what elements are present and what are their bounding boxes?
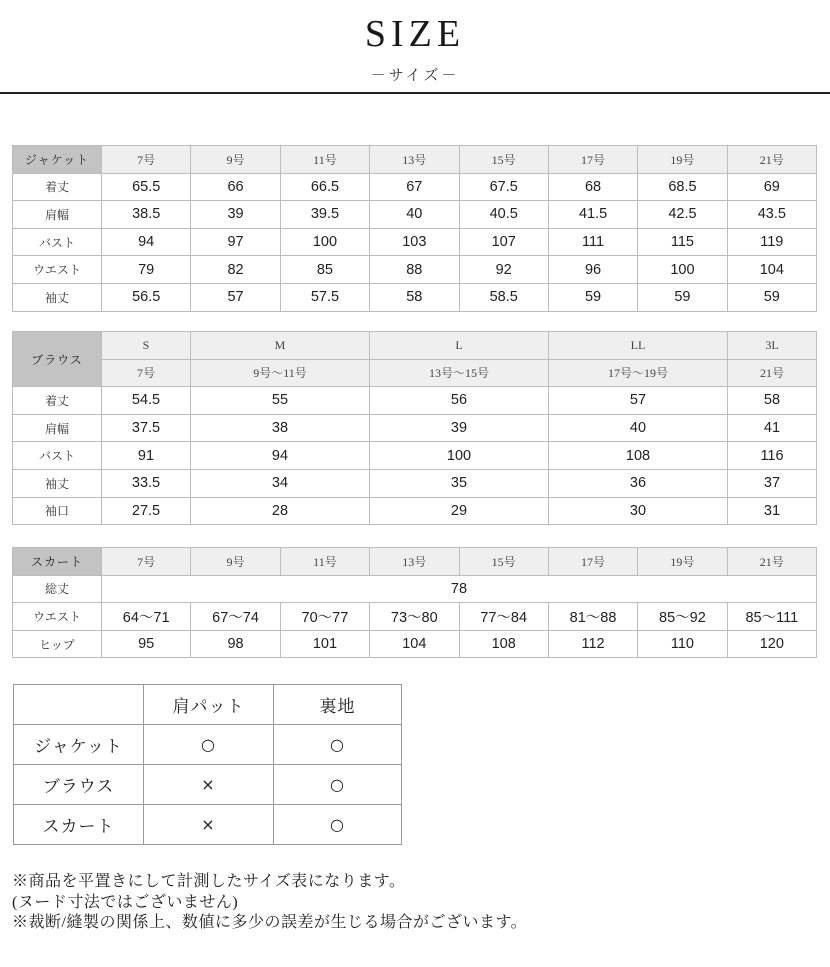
table-cell: 40	[549, 414, 728, 442]
table-cell: 73～80	[370, 603, 459, 631]
features-header-row	[14, 685, 402, 725]
table-cell: 77～84	[459, 603, 548, 631]
table-cell: 98	[191, 630, 280, 658]
table-row	[14, 765, 402, 805]
table-cell: 38	[191, 414, 370, 442]
table-cell: 85	[280, 256, 369, 284]
page-title: SIZE	[364, 13, 466, 55]
shoulder-pad-mark: ×	[144, 765, 274, 805]
table-cell: 56	[370, 387, 549, 415]
note-line: ※商品を平置きにして計測したサイズ表になります。	[12, 873, 406, 890]
table-cell: 81～88	[548, 603, 637, 631]
table-cell: 79	[102, 256, 191, 284]
note-line: (ヌード寸法ではございません)	[12, 893, 239, 911]
table-cell: 104	[370, 630, 459, 658]
table-cell: 33.5	[102, 469, 191, 497]
table-cell: 115	[638, 228, 727, 256]
skirt-table-label: スカート	[13, 548, 102, 576]
table-cell: 91	[102, 442, 191, 470]
table-cell: 36	[549, 469, 728, 497]
table-cell: 66	[191, 173, 280, 201]
table-row	[13, 173, 817, 201]
table-row	[14, 725, 402, 765]
table-cell: 54.5	[102, 387, 191, 415]
notes	[12, 872, 822, 934]
row-label: 着丈	[13, 173, 102, 201]
row-label: 肩幅	[13, 201, 102, 229]
table-cell: 40.5	[459, 201, 548, 229]
table-cell: 29	[370, 497, 549, 525]
table-cell: 68	[548, 173, 637, 201]
table-cell: 70～77	[280, 603, 369, 631]
blouse-number-header-row	[13, 359, 817, 387]
blouse-size-header-row	[13, 332, 817, 360]
table-cell: 108	[549, 442, 728, 470]
table-cell: 30	[549, 497, 728, 525]
table-cell: 43.5	[727, 201, 816, 229]
table-cell: 85～111	[727, 603, 816, 631]
shoulder-pad-mark: ×	[144, 805, 274, 845]
skirt-size-15: 15号	[459, 548, 548, 576]
table-cell: 27.5	[102, 497, 191, 525]
table-cell: 68.5	[638, 173, 727, 201]
jacket-size-9: 9号	[191, 146, 280, 174]
skirt-size-19: 19号	[638, 548, 727, 576]
table-row	[13, 469, 817, 497]
features-table	[13, 684, 402, 845]
table-cell: 37.5	[102, 414, 191, 442]
table-cell: 37	[728, 469, 817, 497]
table-cell: 41	[728, 414, 817, 442]
table-cell: 67.5	[459, 173, 548, 201]
blouse-size-l: L	[370, 332, 549, 360]
table-cell: 97	[191, 228, 280, 256]
table-cell: 108	[459, 630, 548, 658]
table-cell: 64～71	[102, 603, 191, 631]
blouse-size-table	[12, 331, 817, 525]
table-cell: 88	[370, 256, 459, 284]
jacket-size-table	[12, 145, 817, 312]
table-cell: 100	[280, 228, 369, 256]
table-row	[13, 575, 817, 603]
blouse-size-3l: 3L	[728, 332, 817, 360]
blouse-number-3l: 21号	[728, 359, 817, 387]
row-label: ウエスト	[13, 603, 102, 631]
table-cell: 57	[191, 283, 280, 311]
table-row	[13, 387, 817, 415]
table-cell: 66.5	[280, 173, 369, 201]
skirt-size-11: 11号	[280, 548, 369, 576]
skirt-size-13: 13号	[370, 548, 459, 576]
table-cell: 67	[370, 173, 459, 201]
jacket-size-21: 21号	[727, 146, 816, 174]
shoulder-pad-mark: ○	[144, 725, 274, 765]
table-cell: 38.5	[102, 201, 191, 229]
table-row	[13, 603, 817, 631]
table-cell: 42.5	[638, 201, 727, 229]
table-row	[13, 442, 817, 470]
jacket-table-label: ジャケット	[13, 146, 102, 174]
row-label: 総丈	[13, 575, 102, 603]
blouse-table-label: ブラウス	[13, 332, 102, 387]
table-cell: 39	[191, 201, 280, 229]
blouse-number-m: 9号～11号	[191, 359, 370, 387]
table-cell: 59	[548, 283, 637, 311]
page-subtitle: －サイズ－	[370, 68, 460, 84]
table-cell: 96	[548, 256, 637, 284]
features-corner	[14, 685, 144, 725]
table-cell: 28	[191, 497, 370, 525]
table-cell: 110	[638, 630, 727, 658]
row-label: スカート	[14, 805, 144, 845]
table-cell: 55	[191, 387, 370, 415]
table-row	[14, 805, 402, 845]
blouse-size-m: M	[191, 332, 370, 360]
table-cell: 111	[548, 228, 637, 256]
jacket-size-15: 15号	[459, 146, 548, 174]
table-cell: 39	[370, 414, 549, 442]
table-cell: 56.5	[102, 283, 191, 311]
table-cell: 34	[191, 469, 370, 497]
table-cell: 116	[728, 442, 817, 470]
table-row	[13, 201, 817, 229]
skirt-size-table	[12, 547, 817, 658]
row-label: ブラウス	[14, 765, 144, 805]
blouse-number-l: 13号～15号	[370, 359, 549, 387]
skirt-size-7: 7号	[102, 548, 191, 576]
row-label: 袖丈	[13, 469, 102, 497]
row-label: バスト	[13, 228, 102, 256]
table-cell: 94	[191, 442, 370, 470]
blouse-number-s: 7号	[102, 359, 191, 387]
table-cell: 59	[727, 283, 816, 311]
jacket-size-11: 11号	[280, 146, 369, 174]
table-cell: 57.5	[280, 283, 369, 311]
note-line: ※裁断/縫製の関係上、数値に多少の誤差が生じる場合がございます。	[12, 914, 528, 931]
skirt-size-21: 21号	[727, 548, 816, 576]
table-cell: 41.5	[548, 201, 637, 229]
header-divider	[0, 92, 830, 94]
row-label: 肩幅	[13, 414, 102, 442]
table-cell: 57	[549, 387, 728, 415]
table-cell: 65.5	[102, 173, 191, 201]
jacket-size-7: 7号	[102, 146, 191, 174]
table-row	[13, 228, 817, 256]
blouse-number-ll: 17号～19号	[549, 359, 728, 387]
row-label: 着丈	[13, 387, 102, 415]
features-header-lining: 裏地	[274, 685, 402, 725]
table-cell: 103	[370, 228, 459, 256]
skirt-total-length-value: 78	[102, 575, 817, 603]
table-cell: 120	[727, 630, 816, 658]
table-cell: 95	[102, 630, 191, 658]
features-header-shoulder-pad: 肩パット	[144, 685, 274, 725]
table-cell: 35	[370, 469, 549, 497]
table-cell: 101	[280, 630, 369, 658]
table-cell: 31	[728, 497, 817, 525]
table-cell: 85～92	[638, 603, 727, 631]
table-cell: 58	[370, 283, 459, 311]
table-cell: 94	[102, 228, 191, 256]
table-cell: 100	[638, 256, 727, 284]
table-cell: 67～74	[191, 603, 280, 631]
row-label: ウエスト	[13, 256, 102, 284]
row-label: バスト	[13, 442, 102, 470]
skirt-size-17: 17号	[548, 548, 637, 576]
blouse-size-ll: LL	[549, 332, 728, 360]
skirt-size-header-row	[13, 548, 817, 576]
row-label: ジャケット	[14, 725, 144, 765]
lining-mark: ○	[274, 805, 402, 845]
table-row	[13, 414, 817, 442]
table-cell: 119	[727, 228, 816, 256]
table-cell: 112	[548, 630, 637, 658]
jacket-size-13: 13号	[370, 146, 459, 174]
jacket-size-17: 17号	[548, 146, 637, 174]
table-cell: 82	[191, 256, 280, 284]
lining-mark: ○	[274, 725, 402, 765]
row-label: 袖丈	[13, 283, 102, 311]
table-cell: 58	[728, 387, 817, 415]
jacket-size-header-row	[13, 146, 817, 174]
table-row	[13, 256, 817, 284]
table-cell: 59	[638, 283, 727, 311]
table-cell: 39.5	[280, 201, 369, 229]
lining-mark: ○	[274, 765, 402, 805]
table-cell: 58.5	[459, 283, 548, 311]
jacket-size-19: 19号	[638, 146, 727, 174]
table-cell: 92	[459, 256, 548, 284]
row-label: 袖口	[13, 497, 102, 525]
table-cell: 69	[727, 173, 816, 201]
table-cell: 40	[370, 201, 459, 229]
table-row	[13, 630, 817, 658]
skirt-size-9: 9号	[191, 548, 280, 576]
table-cell: 100	[370, 442, 549, 470]
blouse-size-s: S	[102, 332, 191, 360]
row-label: ヒップ	[13, 630, 102, 658]
table-row	[13, 497, 817, 525]
table-cell: 104	[727, 256, 816, 284]
table-row	[13, 283, 817, 311]
table-cell: 107	[459, 228, 548, 256]
